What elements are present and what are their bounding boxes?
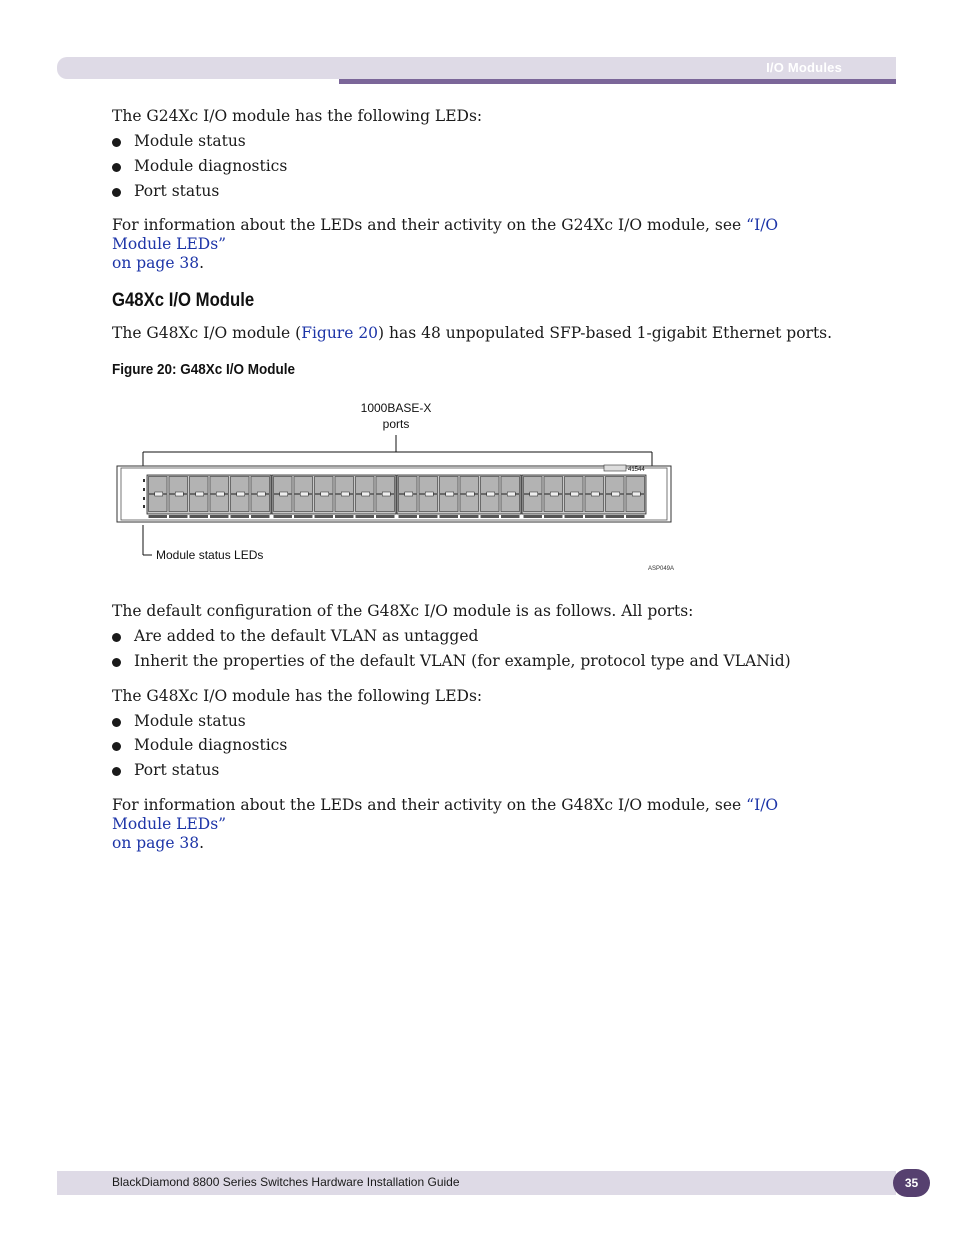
port-number-mark — [565, 515, 584, 518]
port-latch — [175, 492, 183, 496]
page-reference-link[interactable]: on page 38 — [112, 254, 200, 272]
port-number-mark — [544, 515, 563, 518]
sfp-port — [294, 495, 313, 512]
leds-cross-reference-link[interactable]: “I/O Module LEDs” — [112, 216, 779, 253]
port-number-mark — [376, 515, 395, 518]
sfp-port — [210, 495, 229, 512]
leds-cross-reference-link[interactable]: “I/O Module LEDs” — [112, 796, 779, 833]
port-number-mark — [315, 515, 334, 518]
section-heading: G48Xc I/O Module — [112, 290, 255, 311]
port-latch — [405, 492, 413, 496]
port-latch — [155, 492, 163, 496]
port-number-mark — [274, 515, 293, 518]
module-description: The G48Xc I/O module (Figure 20) has 48 unpopulated SFP-based 1-gigabit Ethernet ports. — [112, 324, 833, 342]
leds-info-paragraph: For information about the LEDs and their activity on the G24Xc I/O module, see “I/O Module LEDs” on page 38. — [112, 216, 779, 272]
sfp-port — [315, 495, 334, 512]
sfp-port — [190, 495, 209, 512]
sfp-port — [585, 477, 604, 494]
port-number-mark — [149, 515, 168, 518]
bullet-icon — [112, 163, 121, 172]
module-status-leds-label: Module status LEDs — [156, 548, 264, 562]
sfp-port — [565, 495, 584, 512]
port-latch — [487, 492, 495, 496]
sfp-port — [376, 477, 395, 494]
sfp-port — [606, 477, 625, 494]
sfp-port — [210, 477, 229, 494]
port-latch — [341, 492, 349, 496]
port-latch — [612, 492, 620, 496]
sfp-port — [585, 495, 604, 512]
bullet-icon — [112, 742, 121, 751]
port-number-mark — [356, 515, 375, 518]
sfp-port — [399, 495, 418, 512]
port-latch — [321, 492, 329, 496]
bullet-icon — [112, 633, 121, 642]
sfp-port — [399, 477, 418, 494]
port-number-mark — [481, 515, 500, 518]
port-latch — [550, 492, 558, 496]
port-number-mark — [294, 515, 313, 518]
port-number-mark — [440, 515, 459, 518]
port-number-mark — [335, 515, 354, 518]
page-reference-link[interactable]: on page 38 — [112, 834, 200, 852]
config-intro: The default configuration of the G48Xc I/O module is as follows. All ports: — [112, 602, 694, 620]
sfp-port — [606, 495, 625, 512]
port-number-mark — [190, 515, 209, 518]
port-number-mark — [251, 515, 270, 518]
port-latch — [571, 492, 579, 496]
port-latch — [425, 492, 433, 496]
sfp-port — [169, 477, 188, 494]
port-number-mark — [399, 515, 418, 518]
sfp-port — [524, 495, 543, 512]
leds-intro: The G24Xc I/O module has the following LEDs: — [112, 107, 483, 125]
sfp-port — [460, 495, 479, 512]
port-latch — [591, 492, 599, 496]
port-latch — [466, 492, 474, 496]
figure-code: ASP049A — [648, 566, 675, 572]
sfp-port — [544, 495, 563, 512]
sfp-port — [501, 495, 520, 512]
port-latch — [362, 492, 370, 496]
sfp-port — [419, 477, 438, 494]
sfp-port — [315, 477, 334, 494]
model-label: 41544 — [628, 467, 645, 473]
sfp-port — [294, 477, 313, 494]
sfp-port — [544, 477, 563, 494]
sfp-port — [440, 477, 459, 494]
sfp-port — [524, 477, 543, 494]
sfp-port — [481, 477, 500, 494]
sfp-port — [335, 495, 354, 512]
sfp-port — [565, 477, 584, 494]
sfp-port — [626, 495, 645, 512]
ports-label-line2: ports — [382, 417, 410, 431]
port-number-mark — [419, 515, 438, 518]
footer-title: BlackDiamond 8800 Series Switches Hardware Installation Guide — [112, 1175, 460, 1189]
sfp-port — [251, 477, 270, 494]
sfp-port — [149, 477, 168, 494]
port-latch — [507, 492, 515, 496]
sfp-port — [231, 477, 250, 494]
sfp-port — [626, 477, 645, 494]
sfp-port — [274, 495, 293, 512]
sfp-port — [231, 495, 250, 512]
sfp-port — [356, 495, 375, 512]
sfp-port — [419, 495, 438, 512]
port-latch — [196, 492, 204, 496]
port-number-mark — [606, 515, 625, 518]
running-header: I/O Modules — [766, 60, 842, 75]
sfp-port — [149, 495, 168, 512]
bullet-icon — [112, 767, 121, 776]
sfp-port — [440, 495, 459, 512]
bullet-icon — [112, 188, 121, 197]
sfp-port — [501, 477, 520, 494]
ports-label-line1: 1000BASE-X — [360, 401, 432, 415]
port-number-mark — [460, 515, 479, 518]
port-latch — [237, 492, 245, 496]
sfp-port — [460, 477, 479, 494]
sfp-port — [356, 477, 375, 494]
port-number-mark — [210, 515, 229, 518]
port-latch — [300, 492, 308, 496]
port-latch — [530, 492, 538, 496]
port-number-mark — [524, 515, 543, 518]
sfp-port — [251, 495, 270, 512]
port-latch — [446, 492, 454, 496]
figure-link[interactable]: Figure 20 — [301, 324, 379, 342]
port-latch — [632, 492, 640, 496]
sfp-port — [376, 495, 395, 512]
figure-caption: Figure 20: G48Xc I/O Module — [112, 361, 296, 378]
bullet-icon — [112, 138, 121, 147]
sfp-port — [335, 477, 354, 494]
port-number-mark — [585, 515, 604, 518]
port-latch — [257, 492, 265, 496]
port-number-mark — [231, 515, 250, 518]
leds2-intro: The G48Xc I/O module has the following LEDs: — [112, 687, 483, 705]
port-number-mark — [169, 515, 188, 518]
port-number-mark — [501, 515, 520, 518]
port-number-mark — [626, 515, 645, 518]
sfp-port — [169, 495, 188, 512]
page-number: 35 — [893, 1169, 930, 1197]
sfp-port — [481, 495, 500, 512]
header-accent-line — [339, 79, 896, 84]
port-latch — [382, 492, 390, 496]
sfp-port — [190, 477, 209, 494]
bullet-icon — [112, 658, 121, 667]
bullet-icon — [112, 718, 121, 727]
brand-logo — [604, 465, 626, 471]
leds2-info-paragraph: For information about the LEDs and their activity on the G48Xc I/O module, see “I/O Module LEDs” on page 38. — [112, 796, 779, 852]
port-latch — [216, 492, 224, 496]
port-latch — [280, 492, 288, 496]
module-figure — [112, 395, 692, 580]
sfp-port — [274, 477, 293, 494]
